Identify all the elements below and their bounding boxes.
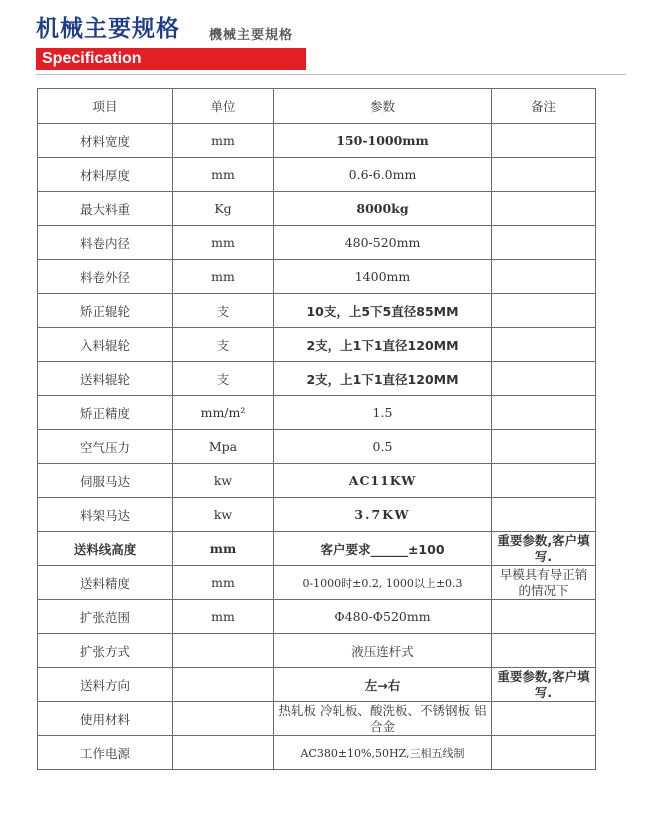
row-note bbox=[492, 362, 596, 396]
row-item: 送料精度 bbox=[38, 566, 173, 600]
row-param: 3.7KW bbox=[274, 498, 492, 532]
row-param: 热轧板 冷轧板、酸洗板、不锈钢板 铝合金 bbox=[274, 702, 492, 736]
row-item: 料卷外径 bbox=[38, 260, 173, 294]
row-item: 最大料重 bbox=[38, 192, 173, 226]
row-param: 150-1000mm bbox=[274, 124, 492, 158]
row-unit: mm bbox=[173, 226, 274, 260]
row-param: 480-520mm bbox=[274, 226, 492, 260]
column-header-item: 项目 bbox=[38, 89, 173, 124]
row-param: AC380±10%,50HZ,三相五线制 bbox=[274, 736, 492, 770]
row-param: 1.5 bbox=[274, 396, 492, 430]
table-row bbox=[38, 736, 596, 770]
row-note bbox=[492, 396, 596, 430]
table-row bbox=[38, 192, 596, 226]
table-row bbox=[38, 294, 596, 328]
table-row bbox=[38, 362, 596, 396]
row-param: 0-1000时±0.2, 1000以上±0.3 bbox=[274, 566, 492, 600]
table-header-row bbox=[38, 89, 596, 124]
row-note bbox=[492, 430, 596, 464]
row-param: 0.6-6.0mm bbox=[274, 158, 492, 192]
row-note: 早模具有导正销的情况下 bbox=[492, 566, 596, 600]
row-note bbox=[492, 328, 596, 362]
row-note bbox=[492, 158, 596, 192]
row-unit: mm bbox=[173, 260, 274, 294]
table-row bbox=[38, 464, 596, 498]
table-row bbox=[38, 634, 596, 668]
row-unit: mm bbox=[173, 566, 274, 600]
row-param: 左→右 bbox=[274, 668, 492, 702]
specification-label: Specification bbox=[42, 50, 142, 67]
row-param: 0.5 bbox=[274, 430, 492, 464]
column-header-param: 参数 bbox=[274, 89, 492, 124]
column-header-note: 备注 bbox=[492, 89, 596, 124]
row-param: 客户要求______±100 bbox=[274, 532, 492, 566]
spec-table bbox=[37, 88, 596, 770]
header-divider bbox=[36, 74, 626, 75]
table-row bbox=[38, 668, 596, 702]
row-note bbox=[492, 702, 596, 736]
row-unit: mm bbox=[173, 158, 274, 192]
table-row bbox=[38, 396, 596, 430]
column-header-unit: 单位 bbox=[173, 89, 274, 124]
row-note bbox=[492, 260, 596, 294]
row-note bbox=[492, 124, 596, 158]
row-item: 扩张范围 bbox=[38, 600, 173, 634]
row-unit bbox=[173, 736, 274, 770]
table-row bbox=[38, 532, 596, 566]
row-note bbox=[492, 600, 596, 634]
row-note bbox=[492, 294, 596, 328]
row-note: 重要参数,客户填写. bbox=[492, 668, 596, 702]
row-unit: 支 bbox=[173, 294, 274, 328]
table-row bbox=[38, 430, 596, 464]
row-note: 重要参数,客户填写. bbox=[492, 532, 596, 566]
row-param: Φ480-Φ520mm bbox=[274, 600, 492, 634]
row-item: 料架马达 bbox=[38, 498, 173, 532]
row-item: 矫正精度 bbox=[38, 396, 173, 430]
row-note bbox=[492, 498, 596, 532]
row-unit bbox=[173, 702, 274, 736]
table-row bbox=[38, 702, 596, 736]
row-item: 入料辊轮 bbox=[38, 328, 173, 362]
row-unit bbox=[173, 668, 274, 702]
row-param: 2支，上1下1直径120MM bbox=[274, 328, 492, 362]
row-note bbox=[492, 736, 596, 770]
page-title: 机械主要规格 bbox=[36, 16, 180, 42]
row-item: 料卷内径 bbox=[38, 226, 173, 260]
row-item: 扩张方式 bbox=[38, 634, 173, 668]
table-row bbox=[38, 226, 596, 260]
row-note bbox=[492, 226, 596, 260]
row-unit: mm/m² bbox=[173, 396, 274, 430]
row-unit: kw bbox=[173, 498, 274, 532]
table-row bbox=[38, 328, 596, 362]
row-param: 1400mm bbox=[274, 260, 492, 294]
row-item: 材料宽度 bbox=[38, 124, 173, 158]
row-item: 送料线高度 bbox=[38, 532, 173, 566]
row-param: 8000kg bbox=[274, 192, 492, 226]
row-unit: Mpa bbox=[173, 430, 274, 464]
table-row bbox=[38, 260, 596, 294]
row-unit: mm bbox=[173, 600, 274, 634]
row-unit: Kg bbox=[173, 192, 274, 226]
row-item: 伺服马达 bbox=[38, 464, 173, 498]
row-unit: mm bbox=[173, 124, 274, 158]
row-unit: 支 bbox=[173, 328, 274, 362]
page-subtitle: 機械主要規格 bbox=[209, 28, 294, 43]
row-item: 材料厚度 bbox=[38, 158, 173, 192]
row-item: 空气压力 bbox=[38, 430, 173, 464]
row-item: 工作电源 bbox=[38, 736, 173, 770]
row-item: 送料辊轮 bbox=[38, 362, 173, 396]
row-unit bbox=[173, 634, 274, 668]
row-unit: kw bbox=[173, 464, 274, 498]
row-note bbox=[492, 192, 596, 226]
row-unit: mm bbox=[173, 532, 274, 566]
row-note bbox=[492, 634, 596, 668]
row-item: 送料方向 bbox=[38, 668, 173, 702]
row-item: 矫正辊轮 bbox=[38, 294, 173, 328]
row-param: 10支，上5下5直径85MM bbox=[274, 294, 492, 328]
row-item: 使用材料 bbox=[38, 702, 173, 736]
table-row bbox=[38, 158, 596, 192]
row-param: 2支，上1下1直径120MM bbox=[274, 362, 492, 396]
table-row bbox=[38, 498, 596, 532]
table-row bbox=[38, 124, 596, 158]
table-row bbox=[38, 566, 596, 600]
row-unit: 支 bbox=[173, 362, 274, 396]
row-param: AC11KW bbox=[274, 464, 492, 498]
table-row bbox=[38, 600, 596, 634]
row-param: 液压连杆式 bbox=[274, 634, 492, 668]
row-note bbox=[492, 464, 596, 498]
